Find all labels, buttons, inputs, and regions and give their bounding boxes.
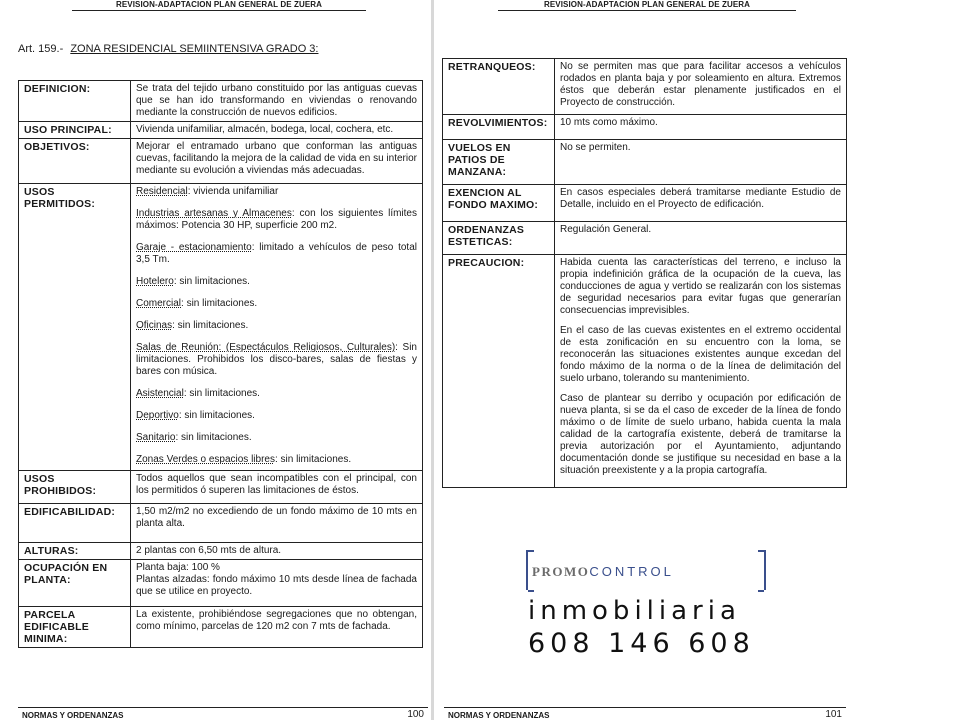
row-value: 10 mts como máximo. [555,115,847,140]
row-label: VUELOS EN PATIOS DE MANZANA: [443,140,555,185]
use-name: Zonas Verdes o espacios libres [136,454,275,465]
value-line: Planta baja: 100 % [136,562,220,573]
row-label: USOS PERMITIDOS: [19,184,131,471]
precaution-text [555,255,847,488]
use-detail: : sin limitaciones. [172,320,249,331]
brand-part-2: CONTROL [589,564,674,579]
paragraph: Caso de plantear su derribo y ocupación por edificación de nueva planta, si se da el caso de exceder de la línea de fondo máximo o de límite de suelo urbano, habida cuenta la mala calidad de la cartografía existente, deberá de tramitarse la previa autorización por el Ayuntamiento, adjuntando documentación donde se justifique su necesidad en base a la situación preexistente y a la propia cartografía. [560,393,841,476]
table-row [19,543,423,560]
list-item [136,410,417,422]
row-label: OCUPACIÓN EN PLANTA: [19,560,131,607]
table-row [443,140,847,185]
use-detail: : sin limitaciones. [175,432,252,443]
row-value: 1,50 m2/m2 no excediendo de un fondo máximo de 10 mts en planta alta. [131,504,423,543]
paragraph: Habida cuenta las características del terreno, e incluso la propia indefinición gráfica de la ocupación de la cueva, las conducciones de agua y vertido se realizarán con los sistemas de seguridad necesarios para evitar fugas que generarían consecuencias imprevisibles. [560,257,841,316]
table-row [443,255,847,488]
use-detail: : vivienda unifamiliar [187,186,279,197]
table-row [443,115,847,140]
article-title: ZONA RESIDENCIAL SEMIINTENSIVA GRADO 3: [70,43,319,55]
use-name: Garaje - estacionamiento [136,242,252,253]
table-row [19,471,423,504]
use-name: Asistencial [136,388,184,399]
row-label: REVOLVIMIENTOS: [443,115,555,140]
footer-label: NORMAS Y ORDENANZAS [22,711,124,720]
row-label: DEFINICION: [19,81,131,122]
row-value: Mejorar el entramado urbano que conforman las antiguas cuevas, facilitando la mejora de la calidad de vida en su interior mediante su evolución a viviendas más adecuadas. [131,139,423,184]
promo-watermark [518,548,774,658]
page-number: 101 [825,709,842,720]
row-value: Vivienda unifamiliar, almacén, bodega, local, cochera, etc. [131,122,423,139]
row-value: Regulación General. [555,222,847,255]
use-detail: : sin limitaciones. [274,454,352,465]
row-value: Se trata del tejido urbano constituido por las antiguas cuevas que se han ido transformando en viviendas o renovando mediante la construcción de nuevos edificios. [131,81,423,122]
use-name: Industrias artesanas y Almacenes [136,208,292,219]
table-row [443,222,847,255]
row-label: ORDENANZAS ESTETICAS: [443,222,555,255]
row-value: Todos aquellos que sean incompatibles con el principal, con los permitidos ó superen las limitaciones de éstos. [131,471,423,504]
use-detail: : limitado a vehículos de peso total 3,5 Tm. [136,242,417,265]
use-detail: : Sin limitaciones. Prohibidos los disco-bares, salas de fiestas y bares con música. [136,342,417,377]
table-row [19,139,423,184]
list-item [136,186,417,198]
row-value: No se permiten mas que para facilitar accesos a vehículos rodados en planta baja y por soleamiento en altura. Extremos éstos que deberán estar plenamente justificados en el Proyecto de construcción. [555,59,847,115]
use-detail: : con los siguientes límites máximos: Potencia 30 HP, superficie 200 m2. [136,208,417,231]
table-row [443,59,847,115]
use-detail: : sin limitaciones. [181,298,258,309]
list-item [136,242,417,266]
right-page-header: REVISION-ADAPTACION PLAN GENERAL DE ZUERA [498,0,796,11]
paragraph: En el caso de las cuevas existentes en el extremo occidental de esta zonificación en su encuentro con la loma, se reconocerán las situaciones existentes aunque excedan del fondo máximo de la norma o de la línea de delimitación del suelo urbano, tolerando su mantenimiento. [560,325,841,384]
use-detail: : sin limitaciones. [178,410,255,421]
brand-logo [532,564,674,580]
table-row [19,504,423,543]
footer-label: NORMAS Y ORDENANZAS [448,711,550,720]
page-number: 100 [407,709,424,720]
table-row [19,81,423,122]
row-value: La existente, prohibiéndose segregaciones que no obtengan, como mínimo, parcelas de 120 m2 con 7 mts de fachada. [131,607,423,648]
list-item [136,432,417,444]
row-label: PRECAUCION: [443,255,555,488]
row-label: PARCELA EDIFICABLE MINIMA: [19,607,131,648]
zoning-table-right [442,58,847,488]
left-page-footer [18,707,428,720]
row-value: En casos especiales deberá tramitarse mediante Estudio de Detalle, incluido en el Proyecto de edificación. [555,185,847,222]
row-value: No se permiten. [555,140,847,185]
list-item [136,320,417,332]
use-name: Hotelero [136,276,174,287]
row-label: OBJETIVOS: [19,139,131,184]
row-value: 2 plantas con 6,50 mts de altura. [131,543,423,560]
article-number: Art. 159.- [18,43,64,55]
use-name: Deportivo [136,410,179,421]
list-item [136,454,417,466]
row-label: USO PRINCIPAL: [19,122,131,139]
use-name: Comercial [136,298,182,309]
row-label: EXENCION AL FONDO MAXIMO: [443,185,555,222]
list-item [136,342,417,378]
left-page-header: REVISION-ADAPTACION PLAN GENERAL DE ZUERA [72,0,366,11]
list-item [136,208,417,232]
table-row [443,185,847,222]
table-row [19,560,423,607]
list-item [136,276,417,288]
use-detail: : sin limitaciones. [173,276,250,287]
promo-phone: 608 146 608 [528,628,755,659]
list-item [136,298,417,310]
use-name: Residencial [136,186,188,197]
list-item [136,388,417,400]
right-page-footer [444,707,846,720]
use-name: Sanitario [136,432,176,443]
use-name: Oficinas [136,320,173,331]
article-heading [18,43,318,55]
use-detail: : sin limitaciones. [183,388,260,399]
row-label: RETRANQUEOS: [443,59,555,115]
right-page [434,0,960,720]
left-page [0,0,432,720]
row-label: ALTURAS: [19,543,131,560]
value-line: Plantas alzadas: fondo máximo 10 mts desde línea de fachada que se utilice en proyecto. [136,574,417,597]
zoning-table-left [18,80,423,648]
table-row [19,607,423,648]
use-name: Salas de Reunión: (Espectáculos Religiosos, Culturales) [136,342,396,353]
row-label: EDIFICABILIDAD: [19,504,131,543]
row-label: USOS PROHIBIDOS: [19,471,131,504]
permitted-uses-list [131,184,423,471]
table-row [19,122,423,139]
brand-part-1: PROMO [532,564,590,579]
table-row [19,184,423,471]
row-value [131,560,423,607]
promo-tagline: inmobiliaria [528,596,741,626]
